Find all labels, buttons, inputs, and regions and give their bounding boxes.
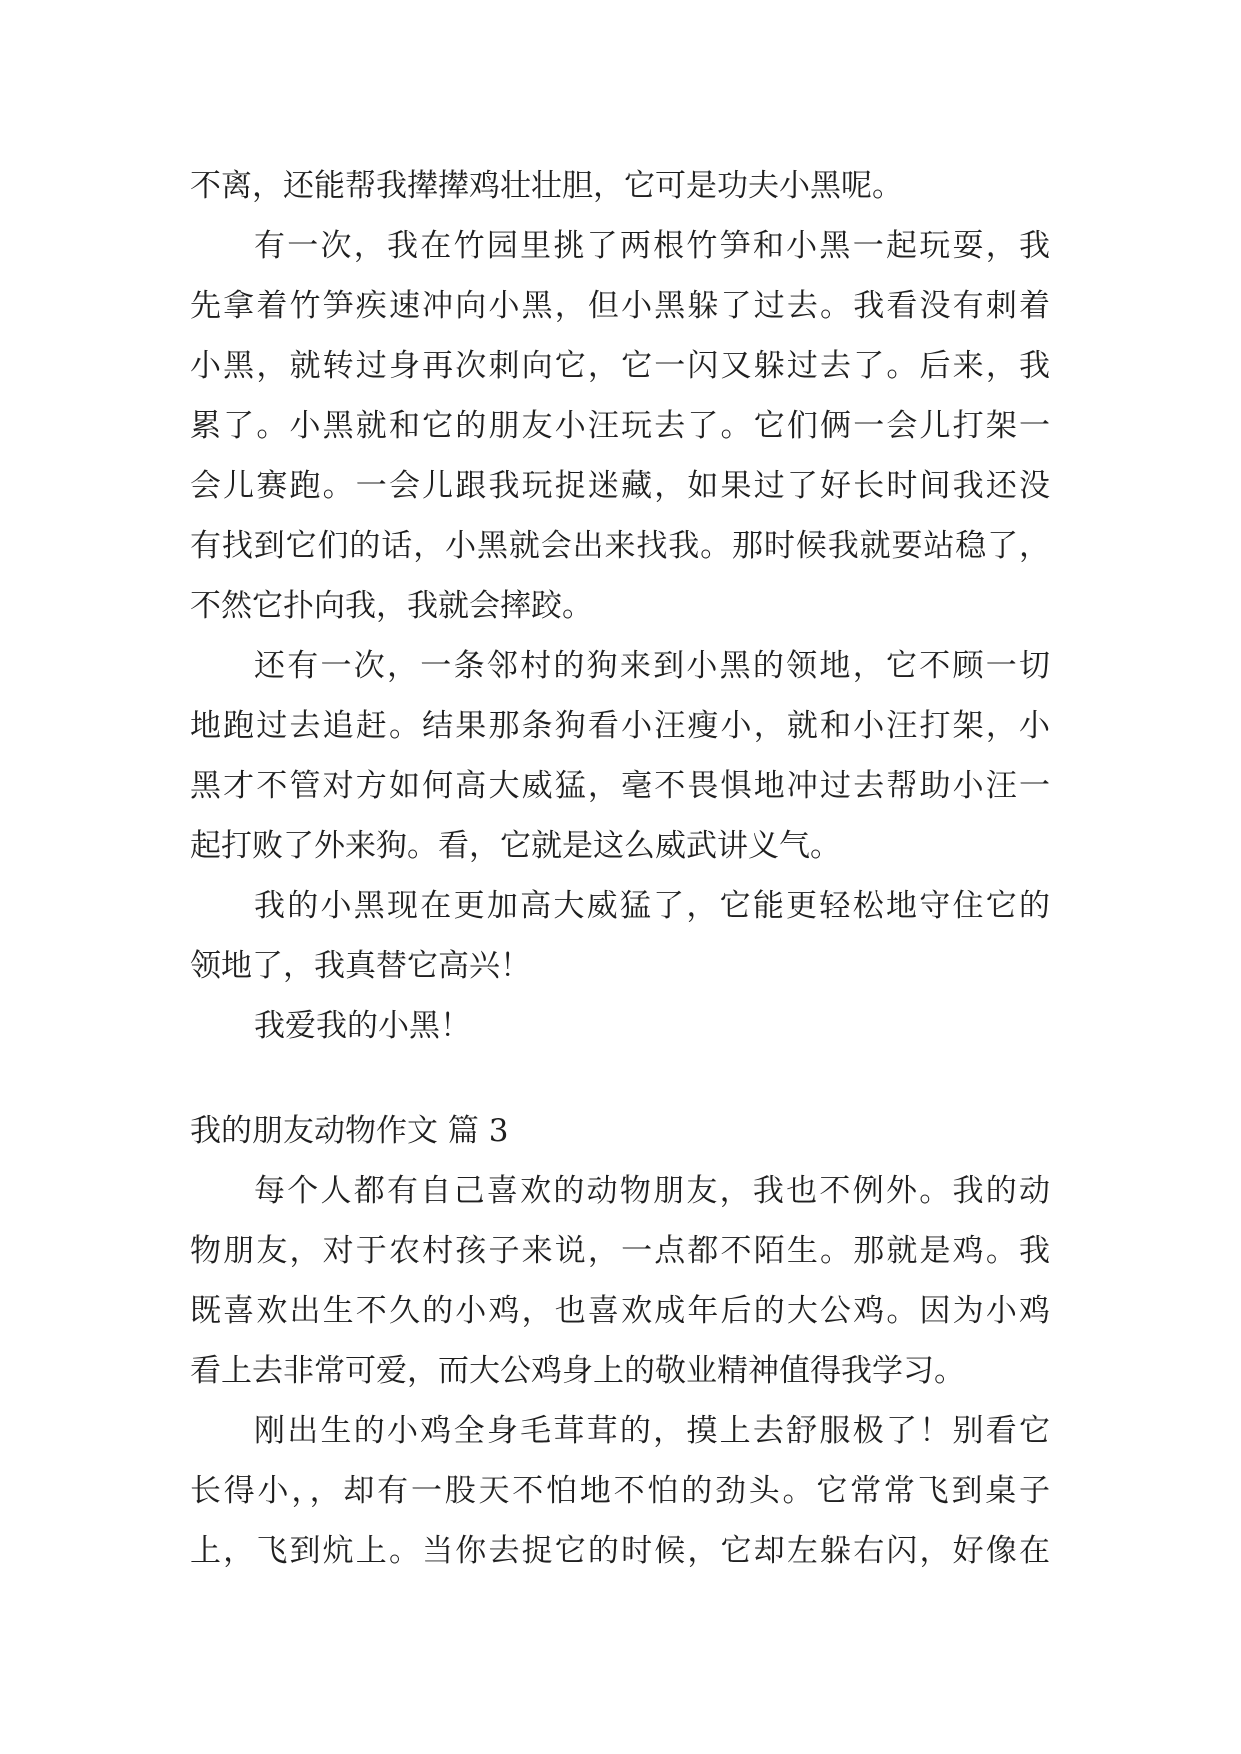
text-line: 小黑，就转过身再次刺向它，它一闪又躲过去了。后来，我 bbox=[190, 348, 1050, 384]
paragraph-first-line: 我爱我的小黑！ bbox=[254, 1008, 471, 1044]
paragraph-first-line: 刚出生的小鸡全身毛茸茸的，摸上去舒服极了！别看它 bbox=[254, 1413, 1050, 1449]
text-line: 会儿赛跑。一会儿跟我玩捉迷藏，如果过了好长时间我还没 bbox=[190, 468, 1050, 504]
text-line: 有找到它们的话，小黑就会出来找我。那时候我就要站稳了， bbox=[190, 528, 1050, 564]
paragraph-first-line: 还有一次，一条邻村的狗来到小黑的领地，它不顾一切 bbox=[254, 648, 1050, 684]
text-line: 不离，还能帮我撵撵鸡壮壮胆，它可是功夫小黑呢。 bbox=[190, 168, 903, 204]
text-line: 地跑过去追赶。结果那条狗看小汪瘦小，就和小汪打架，小 bbox=[190, 708, 1050, 744]
text-line: 既喜欢出生不久的小鸡，也喜欢成年后的大公鸡。因为小鸡 bbox=[190, 1293, 1050, 1329]
text-line: 长得小，，却有一股天不怕地不怕的劲头。它常常飞到桌子 bbox=[190, 1473, 1050, 1509]
text-line: 黑才不管对方如何高大威猛，毫不畏惧地冲过去帮助小汪一 bbox=[190, 768, 1050, 804]
text-line: 起打败了外来狗。看，它就是这么威武讲义气。 bbox=[190, 828, 841, 864]
text-line: 累了。小黑就和它的朋友小汪玩去了。它们俩一会儿打架一 bbox=[190, 408, 1050, 444]
text-line: 先拿着竹笋疾速冲向小黑，但小黑躲了过去。我看没有刺着 bbox=[190, 288, 1050, 324]
text-line: 看上去非常可爱，而大公鸡身上的敬业精神值得我学习。 bbox=[190, 1353, 965, 1389]
text-line: 不然它扑向我，我就会摔跤。 bbox=[190, 588, 593, 624]
text-line: 领地了，我真替它高兴！ bbox=[190, 948, 531, 984]
section-heading: 我的朋友动物作文 篇 3 bbox=[190, 1113, 509, 1149]
paragraph-first-line: 每个人都有自己喜欢的动物朋友，我也不例外。我的动 bbox=[254, 1173, 1050, 1209]
text-line: 上，飞到炕上。当你去捉它的时候，它却左躲右闪，好像在 bbox=[190, 1533, 1050, 1569]
paragraph-first-line: 有一次，我在竹园里挑了两根竹笋和小黑一起玩耍，我 bbox=[254, 228, 1050, 264]
paragraph-first-line: 我的小黑现在更加高大威猛了，它能更轻松地守住它的 bbox=[254, 888, 1050, 924]
text-line: 物朋友，对于农村孩子来说，一点都不陌生。那就是鸡。我 bbox=[190, 1233, 1050, 1269]
